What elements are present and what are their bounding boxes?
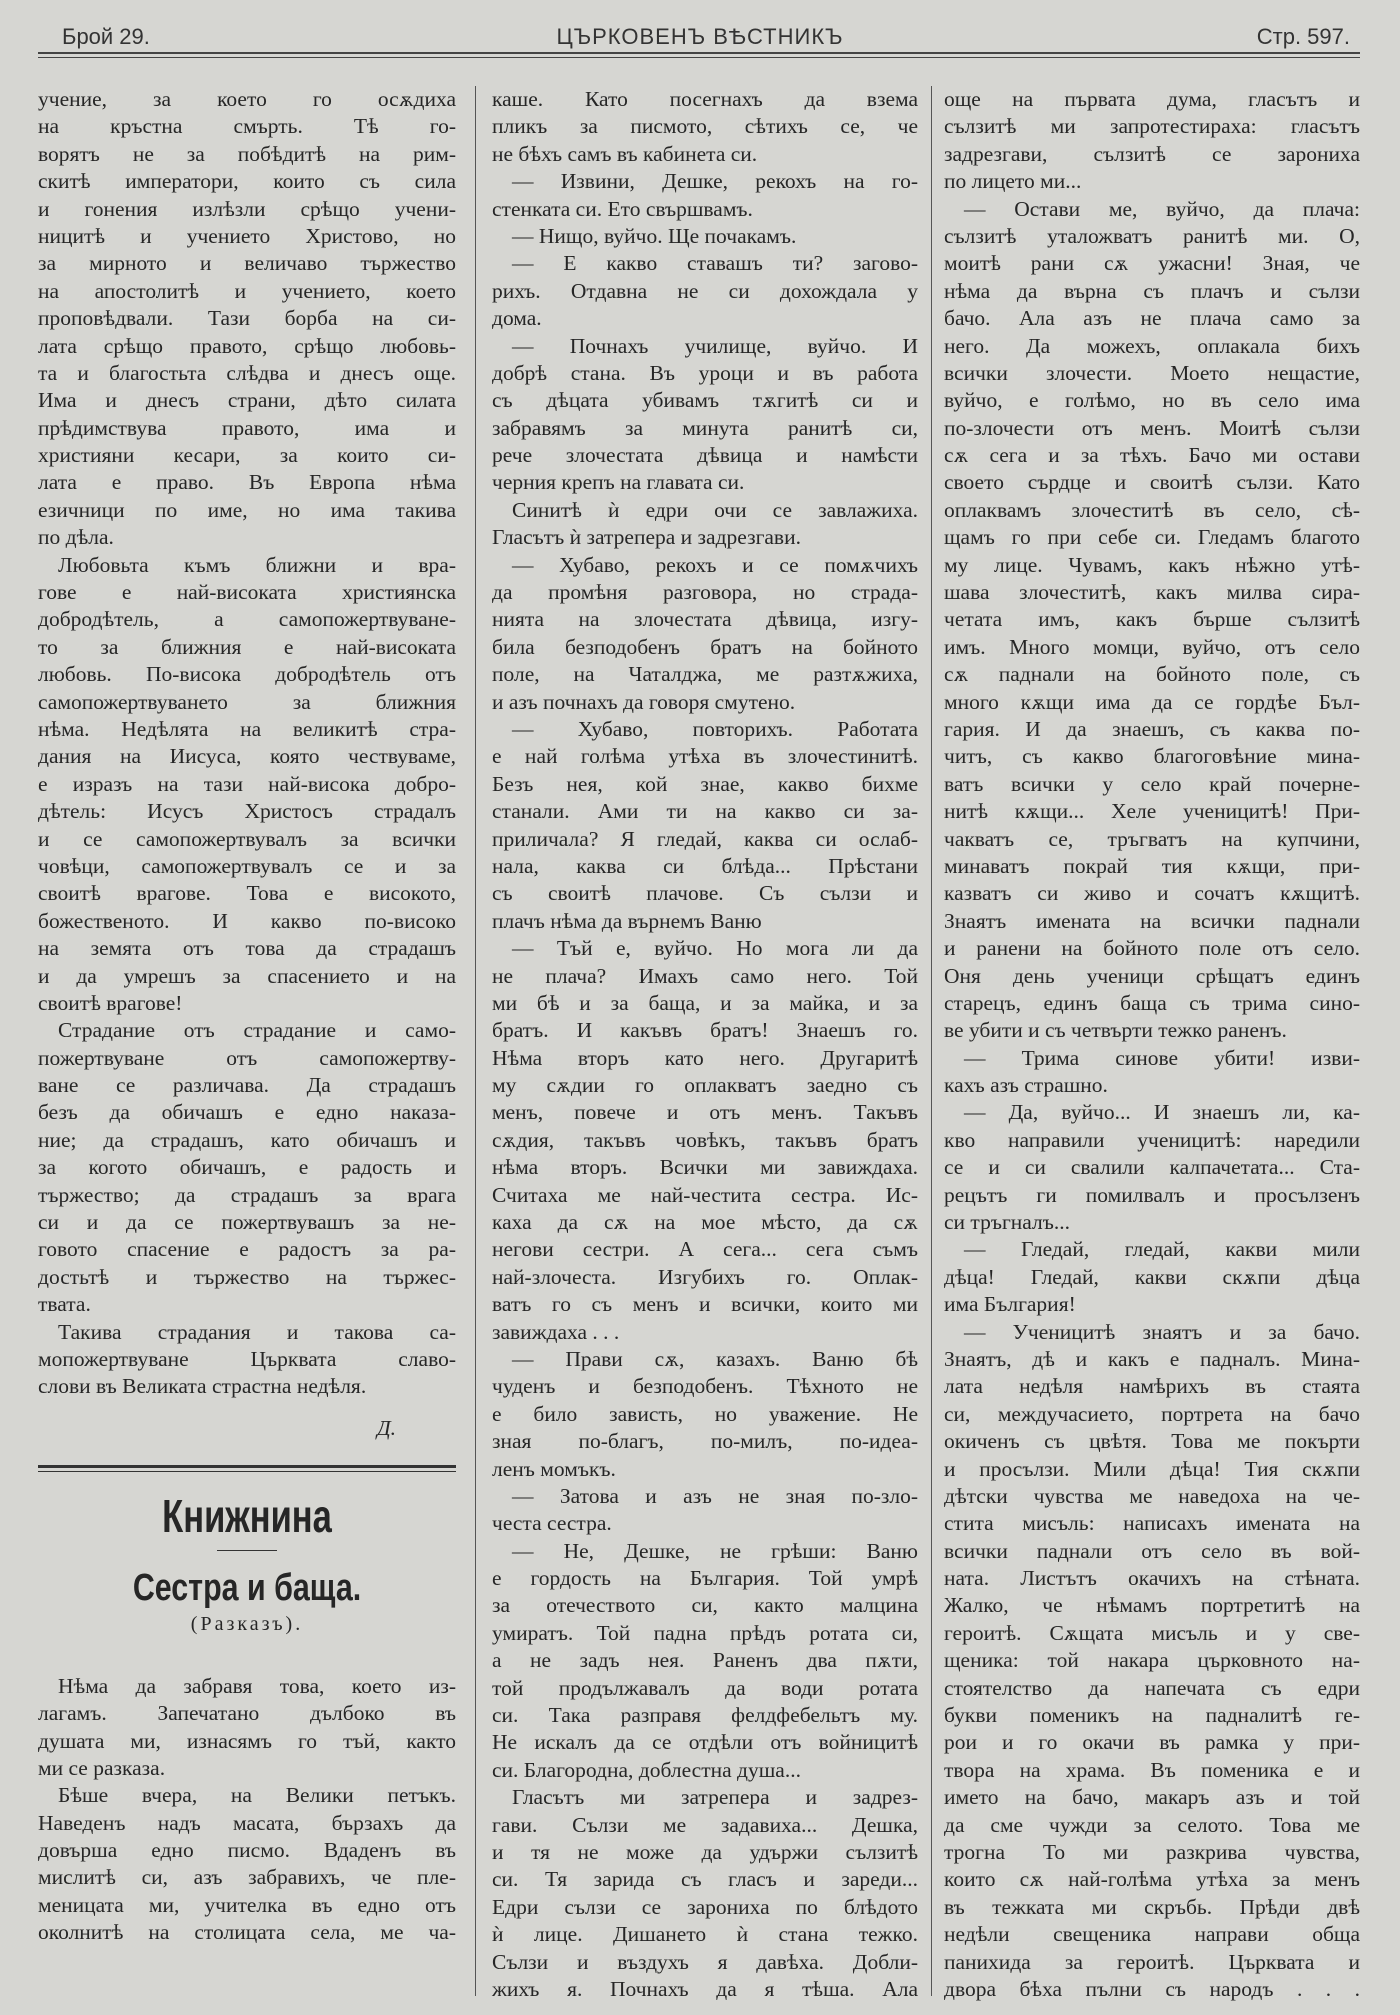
text-line: си и да се пожертвувашъ за не- xyxy=(38,1210,456,1235)
text-line: за мирното и величаво тържество xyxy=(38,251,456,276)
text-line: — Хубаво, рекохъ и се помѫчихъ xyxy=(512,552,918,577)
text-line: жихъ я. Почнахъ да я тѣша. Ала xyxy=(492,1976,918,2001)
paragraph xyxy=(944,1045,1360,1100)
text-line: си. Тя зарида съ гласъ и зареди... xyxy=(492,1867,918,1892)
text-line: двора бѣха пълни съ народъ . . . xyxy=(944,1976,1360,2001)
text-line: ната. Листътъ окачихъ на стѣната. xyxy=(944,1566,1360,1591)
text-line: — Почнахъ училище, вуйчо. И xyxy=(512,333,918,358)
paragraph xyxy=(38,1319,456,1401)
text-line: името на бачо, макаръ азъ и той xyxy=(944,1785,1360,1810)
text-line: е най голѣма утѣха въ злочестинитѣ. xyxy=(492,744,918,769)
paragraph xyxy=(944,86,1360,196)
text-line: сѫ паднали на бойното поле, съ xyxy=(944,662,1360,687)
text-line: ватъ го съ менъ и всички, които ми xyxy=(492,1292,918,1317)
text-line: Наведенъ надъ масата, бързахъ да xyxy=(38,1810,456,1835)
text-line: мислитѣ си, азъ забравихъ, че пле- xyxy=(38,1865,456,1890)
text-line: Такива страдания и такова са- xyxy=(58,1319,456,1344)
text-line: Знаятъ, дѣ и какъ е падналъ. Мина- xyxy=(944,1346,1360,1371)
text-line: — Остави ме, вуйчо, да плача: xyxy=(964,196,1360,221)
text-line: четата имъ, какъ бърше сълзитѣ xyxy=(944,607,1360,632)
text-line: лагамъ. Запечатано дълбоко въ xyxy=(38,1701,456,1726)
text-line: твата. xyxy=(38,1292,91,1317)
text-line: та и благостьта слѣдва и днесъ още. xyxy=(38,360,456,385)
text-line: — Не, Дешке, не грѣши: Ваню xyxy=(512,1538,918,1563)
text-line: то за ближния е най-високата xyxy=(38,634,456,659)
paragraph xyxy=(492,86,918,168)
text-line: си. Така разправя фелдфебельтъ му. xyxy=(492,1703,918,1728)
text-line: съ дѣцата убивамъ тѫгитѣ си и xyxy=(492,388,918,413)
text-line: Оня день ученици срѣщатъ единъ xyxy=(944,963,1360,988)
text-line: за отечеството си, както малцина xyxy=(492,1593,918,1618)
text-line: — Гледай, гледай, какви мили xyxy=(964,1237,1360,1262)
column-1 xyxy=(38,86,456,1947)
text-line: читъ, съ какво благоговѣние мина- xyxy=(944,744,1360,769)
text-line: ницитѣ и учението Христово, но xyxy=(38,223,456,248)
text-line: сѫдия, такъвъ човѣкъ, такъвъ братъ xyxy=(492,1127,918,1152)
text-line: не плача? Имахъ само него. Той xyxy=(492,963,918,988)
paragraph xyxy=(492,1538,918,1785)
text-line: нѣма. Недѣлята на великитѣ стра- xyxy=(38,716,456,741)
text-line: да промѣня разговора, но страда- xyxy=(492,580,918,605)
text-line: оплаквамъ злочеститѣ въ село, сѣ- xyxy=(944,497,1360,522)
text-line: старецъ, единъ баща съ трима сино- xyxy=(944,990,1360,1015)
text-line: трогна То ми разкрива чувства, xyxy=(944,1840,1360,1864)
text-line: завиждаха . . . xyxy=(492,1319,620,1344)
text-line: окиченъ съ цвѣтя. Това ме покърти xyxy=(944,1429,1360,1454)
paragraph xyxy=(492,168,918,223)
text-line: приличала? Я гледай, каква си ослаб- xyxy=(492,826,918,851)
story-title: Сестра и баща. xyxy=(132,1566,362,1609)
text-line: поле, на Чаталджа, ме разтѫжиха, xyxy=(492,662,918,687)
text-line: Едри сълзи се зарониха по блѣдото xyxy=(492,1894,918,1919)
text-line: — Трима синове убити! изви- xyxy=(964,1045,1360,1070)
text-line: бачо. Ала азъ не плача само за xyxy=(944,306,1360,331)
text-line: добрѣ стана. Въ уроци и въ работа xyxy=(492,360,918,385)
text-line: сѫ сега и за тѣхъ. Бачо ми остави xyxy=(944,443,1360,468)
text-line: християни кесари, за които си- xyxy=(38,443,456,468)
text-line: най-злочеста. Изгубихъ го. Оплак- xyxy=(492,1264,918,1289)
paragraph xyxy=(492,223,918,250)
text-line: много кѫщи има да се гордѣе Бъл- xyxy=(944,689,1360,714)
text-line: Знаятъ имената на всички паднали xyxy=(944,908,1360,933)
text-line: тържество; да страдашъ за врага xyxy=(38,1182,456,1207)
paragraph xyxy=(492,333,918,497)
column-2 xyxy=(492,86,918,2003)
text-line: и азъ почнахъ да говоря смутено. xyxy=(492,689,796,714)
text-line: своитѣ врагове. Това е високото, xyxy=(38,881,456,906)
text-line: шава злочеститѣ, какъ милва сира- xyxy=(944,580,1360,605)
newspaper-title: ЦЪРКОВЕНЪ ВѢСТНИКЪ xyxy=(556,24,844,49)
text-line: — Да, вуйчо... И знаешъ ли, ка- xyxy=(964,1100,1360,1125)
text-line: пликъ за писмото, сѣтихъ се, че xyxy=(492,114,918,139)
text-line: умиратъ. Той падна прѣдъ ротата си, xyxy=(492,1620,918,1645)
title-rule xyxy=(217,1550,277,1551)
text-line: честа сестра. xyxy=(492,1511,612,1536)
text-line: довърша едно писмо. Вдаденъ въ xyxy=(38,1838,456,1863)
text-line: лата срѣщо правото, срѣщо любовь- xyxy=(38,333,456,358)
paragraph xyxy=(38,1017,456,1318)
text-line: каше. Като посегнахъ да взема xyxy=(492,87,918,111)
text-line: братъ. И какъвъ братъ! Знаешъ го. xyxy=(492,1018,918,1043)
text-line: кахъ азъ страшно. xyxy=(944,1073,1108,1098)
text-line: които сѫ най-голѣма утѣха за менъ xyxy=(944,1867,1360,1892)
text-line: безъ да обичашъ е едно наказа- xyxy=(38,1100,456,1125)
text-line: твора на храма. Въ поменика е и xyxy=(944,1757,1360,1782)
text-line: Сълзи и въздухъ я давѣха. Добли- xyxy=(492,1949,918,1974)
text-line: щамъ го при себе си. Гледамъ благото xyxy=(944,525,1360,550)
column-divider xyxy=(931,86,932,1996)
text-line: е било зависть, но уважение. Не xyxy=(492,1401,918,1426)
text-line: моитѣ рани сѫ ужасни! Зная, че xyxy=(944,251,1360,276)
text-line: дѣтски чувства ме наведоха на че- xyxy=(944,1483,1360,1508)
text-line: учение, за което го осѫдиха xyxy=(38,87,456,111)
text-line: се и си свалили калпачетата... Ста- xyxy=(944,1155,1360,1180)
text-line: си тръгналъ... xyxy=(944,1210,1070,1235)
text-line: щеника: той накара църковното на- xyxy=(944,1648,1360,1673)
text-line: душата ми, изнасямъ го тъй, както xyxy=(38,1728,456,1753)
text-line: — Тъй е, вуйчо. Но мога ли да xyxy=(512,936,918,961)
text-line: мопожертвуване Църквата славо- xyxy=(38,1346,456,1371)
text-line: а не задъ нея. Раненъ два пѫти, xyxy=(492,1648,918,1673)
text-line: ворятъ не за побѣдитѣ на рим- xyxy=(38,141,456,166)
text-line: всички паднали отъ село въ вой- xyxy=(944,1538,1360,1563)
text-line: героитѣ. Сѫщата мисъль и у све- xyxy=(944,1620,1360,1645)
section-title: Книжнина xyxy=(162,1489,332,1542)
text-line: му сѫдии го оплакватъ заедно съ xyxy=(492,1073,918,1098)
text-line: — Извини, Дешке, рекохъ на го- xyxy=(512,169,918,194)
story-subtitle: (Разказъ). xyxy=(190,1612,304,1635)
text-line: е гордость на България. Той умрѣ xyxy=(492,1566,918,1591)
text-line: чакватъ се, тръгватъ на купчини, xyxy=(944,826,1360,851)
issue-number: Брой 29. xyxy=(62,24,150,49)
text-line: стоятелство да напечата съ едри xyxy=(944,1675,1360,1700)
text-line: прѣдимствува правото, има и xyxy=(38,415,456,440)
paragraph xyxy=(492,935,918,1346)
text-line: каха да сѫ на мое мѣсто, да сѫ xyxy=(492,1210,918,1235)
text-line: Безъ нея, кой знае, какво бихме xyxy=(492,771,918,796)
paragraph xyxy=(492,1346,918,1483)
text-line: сълзитѣ ми запротестираха: гласътъ xyxy=(944,114,1360,139)
text-line: пожертвуване отъ самопожертву- xyxy=(38,1045,456,1070)
paragraph xyxy=(38,1673,456,1783)
text-line: самопожертвуването за ближния xyxy=(38,689,456,714)
text-line: него. Да можехъ, оплакала бихъ xyxy=(944,333,1360,358)
paragraph xyxy=(492,552,918,716)
text-line: и гонения излѣзли срѣщо учени- xyxy=(38,196,456,221)
column-divider xyxy=(475,86,476,1996)
section-rule xyxy=(38,1465,456,1472)
text-line: и просълзи. Мили дѣца! Тия скѫпи xyxy=(944,1456,1360,1481)
text-line: околнитѣ на столицата села, ме ча- xyxy=(38,1920,456,1945)
paragraph xyxy=(944,196,1360,1045)
text-line: черния крепъ на главата си. xyxy=(492,470,745,495)
text-line: минаватъ покрай тия кѫщи, при- xyxy=(944,853,1360,878)
text-line: съ своитѣ плачове. Съ сълзи и xyxy=(492,881,918,906)
text-line: на апостолитѣ и учението, което xyxy=(38,278,456,303)
text-line: ленъ момъкъ. xyxy=(492,1456,616,1481)
text-line: Има и днесъ страни, дѣто силата xyxy=(38,388,456,413)
paragraph xyxy=(492,497,918,552)
text-line: нѣма да върна съ плачъ и сълзи xyxy=(944,278,1360,303)
text-line: да сме чужди за селото. Това ме xyxy=(944,1812,1360,1837)
text-line: своето сърдце и своитѣ сълзи. Като xyxy=(944,470,1360,495)
text-line: плачъ нѣма да върнемъ Ваню xyxy=(492,908,762,933)
text-line: езичници по име, но има такива xyxy=(38,497,456,522)
text-line: чуденъ и безподобенъ. Тѣхното не xyxy=(492,1374,918,1399)
text-line: му лице. Чувамъ, какъ нѣжно утѣ- xyxy=(944,552,1360,577)
paragraph xyxy=(38,86,456,552)
text-line: кво направили ученицитѣ: наредили xyxy=(944,1127,1360,1152)
text-line: не бѣхъ самъ въ кабинета си. xyxy=(492,141,758,166)
paragraph xyxy=(492,1784,918,2003)
text-line: — Прави сѫ, казахъ. Ваню бѣ xyxy=(512,1346,918,1371)
text-line: говото спасение е радостъ за ра- xyxy=(38,1237,456,1262)
text-line: Жалко, че нѣмамъ портретитѣ на xyxy=(944,1593,1360,1618)
text-line: човѣци, самопожертвувалъ се и за xyxy=(38,853,456,878)
text-line: забравямъ за минута ранитѣ си, xyxy=(492,415,918,440)
text-line: скитѣ императори, които съ сила xyxy=(38,169,456,194)
text-line: добродѣтель, а самопожертвуване- xyxy=(38,607,456,632)
text-line: гове е най-високата християнска xyxy=(38,580,456,605)
paragraph xyxy=(492,1483,918,1538)
text-line: казватъ си живо и сочатъ кѫщитѣ. xyxy=(944,881,1360,906)
text-line: нѣма вторъ. Всички ми завиждаха. xyxy=(492,1155,918,1180)
text-line: рои и го окачи въ рамка у при- xyxy=(944,1730,1360,1755)
text-line: е изразъ на тази най-висока добро- xyxy=(38,771,456,796)
text-line: задрезгави, сълзитѣ се зарониха xyxy=(944,141,1360,166)
text-line: рихъ. Отдавна не си дохождала у xyxy=(492,278,918,303)
paragraph xyxy=(944,1319,1360,2004)
text-line: на земята отъ това да страдашъ xyxy=(38,936,456,961)
text-line: недѣли свещеника направи обща xyxy=(944,1922,1360,1947)
text-line: лата е право. Въ Европа нѣма xyxy=(38,470,456,495)
text-line: Страдание отъ страдание и само- xyxy=(58,1018,456,1043)
text-line: дома. xyxy=(492,306,542,331)
text-line: вуйчо, е голѣмо, но въ село има xyxy=(944,388,1360,413)
text-line: сълзитѣ уталожватъ ранитѣ ми. О, xyxy=(944,223,1360,248)
text-line: ми бѣ и за баща, и за майка, и за xyxy=(492,990,918,1015)
text-line: и ранени на бойното поле отъ село. xyxy=(944,936,1360,961)
text-line: слови въ Великата страстна недѣля. xyxy=(38,1374,367,1399)
text-line: нала, каква си блѣда... Прѣстани xyxy=(492,853,918,878)
text-line: по-злочести отъ менъ. Моитѣ сълзи xyxy=(944,415,1360,440)
text-line: рече злочестата дѣвица и намѣсти xyxy=(492,443,918,468)
story-start xyxy=(38,1673,456,1947)
text-line: и да умрешъ за спасението и на xyxy=(38,963,456,988)
text-line: дания на Иисуса, която чествуваме, xyxy=(38,744,456,769)
text-line: ватъ всички у село край почерне- xyxy=(944,771,1360,796)
text-line: за когото обичашъ, е радость и xyxy=(38,1155,456,1180)
page-number: Стр. 597. xyxy=(1256,24,1350,49)
text-line: си. Благородна, доблестна душа... xyxy=(492,1757,801,1782)
text-line: имъ. Много момци, вуйчо, отъ село xyxy=(944,634,1360,659)
text-line: ване се различава. Да страдашъ xyxy=(38,1073,456,1098)
text-line: Не искалъ да се отдѣли отъ войницитѣ xyxy=(492,1730,918,1755)
text-line: и тя не може да удържи сълзитѣ xyxy=(492,1840,918,1864)
header-rule xyxy=(38,52,1360,58)
text-line: нитѣ кѫщи... Хеле ученицитѣ! При- xyxy=(944,799,1360,824)
text-line: нията на злочестата дѣвица, изгу- xyxy=(492,607,918,632)
column-3 xyxy=(944,86,1360,2003)
text-line: достьтѣ и тържество на тържес- xyxy=(38,1264,456,1289)
text-line: си, междучасието, портрета на бачо xyxy=(944,1401,1360,1426)
text-line: божественото. И какво по-високо xyxy=(38,908,456,933)
text-line: Гласътъ ѝ затрепера и задрезгави. xyxy=(492,525,801,550)
text-line: меницата ми, учителка въ едно отъ xyxy=(38,1892,456,1917)
text-line: своитѣ врагове! xyxy=(38,990,183,1015)
text-line: всички злочести. Моето нещастие, xyxy=(944,360,1360,385)
text-line: била безподобенъ братъ на бойното xyxy=(492,634,918,659)
text-line: Считаха ме най-честита сестра. Ис- xyxy=(492,1182,918,1207)
text-line: стенката си. Ето свършвамъ. xyxy=(492,196,753,221)
text-line: Синитѣ ѝ едри очи се завлажиха. xyxy=(512,497,918,522)
text-line: лата недѣля намѣрихъ въ стаята xyxy=(944,1374,1360,1399)
text-line: рецътъ ги помилвалъ и просълзенъ xyxy=(944,1182,1360,1207)
text-line: ве убити и съ четвърти тежко раненъ. xyxy=(944,1018,1287,1043)
text-line: менъ, повече и отъ менъ. Такъвъ xyxy=(492,1100,918,1125)
text-line: той продължавалъ да води ротата xyxy=(492,1675,918,1700)
article-ending xyxy=(38,86,456,1401)
paragraph xyxy=(944,1236,1360,1318)
text-line: Бѣше вчера, на Велики петъкъ. xyxy=(58,1783,456,1808)
text-line: панихида за героитѣ. Църквата и xyxy=(944,1949,1360,1974)
text-line: гави. Сълзи ме задавиха... Дешка, xyxy=(492,1812,918,1837)
text-line: Гласътъ ми затрепера и задрез- xyxy=(512,1785,918,1810)
text-line: букви поменикъ на падналитѣ ге- xyxy=(944,1703,1360,1728)
text-line: ми се разказа. xyxy=(38,1755,166,1780)
text-line: по дѣла. xyxy=(38,525,114,550)
text-line: има България! xyxy=(944,1292,1076,1317)
text-line: негови сестри. А сега... сега съмъ xyxy=(492,1237,918,1262)
text-line: Нѣма вторъ като него. Другаритѣ xyxy=(492,1045,918,1070)
text-line: — Е какво ставашъ ти? загово- xyxy=(512,251,918,276)
text-line: Любовьта къмъ ближни и вра- xyxy=(58,552,456,577)
text-line: зная по-благъ, по-милъ, по-идеа- xyxy=(492,1429,918,1454)
text-line: любовь. По-висока добродѣтель отъ xyxy=(38,662,456,687)
text-line: Нѣма да забравя това, което из- xyxy=(58,1673,456,1698)
text-line: дѣца! Гледай, какви скѫпи дѣца xyxy=(944,1264,1360,1289)
text-line: — Нищо, вуйчо. Ще почакамъ. xyxy=(512,223,797,248)
text-line: по лицето ми... xyxy=(944,169,1082,194)
text-line: ѝ лице. Дишането ѝ стана тежко. xyxy=(492,1922,918,1947)
text-line: и се самопожертвувалъ за всички xyxy=(38,826,456,851)
text-line: проповѣдвали. Тази борба на си- xyxy=(38,306,456,331)
paragraph xyxy=(492,716,918,935)
paragraph xyxy=(944,1099,1360,1236)
text-line: станали. Ами ти на какво си за- xyxy=(492,799,918,824)
text-line: стита мисъль: написахъ имената на xyxy=(944,1511,1360,1536)
text-line: гария. И да знаешъ, съ каква по- xyxy=(944,716,1360,741)
text-line: — Затова и азъ не зная по-зло- xyxy=(512,1483,918,1508)
text-line: на кръстна смърть. Тѣ го- xyxy=(38,114,456,139)
text-line: въ тежката ми скръбь. Прѣди двѣ xyxy=(944,1894,1360,1919)
text-line: още на първата дума, гласътъ и xyxy=(944,87,1360,111)
paragraph xyxy=(38,1782,456,1946)
text-line: дѣтель: Исусъ Христосъ страдалъ xyxy=(38,799,456,824)
text-line: — Ученицитѣ знаятъ и за бачо. xyxy=(964,1319,1360,1344)
paragraph xyxy=(38,552,456,1018)
text-line: ние; да страдашъ, като обичашъ и xyxy=(38,1127,456,1152)
signature: Д. xyxy=(376,1415,396,1440)
text-line: — Хубаво, повторихъ. Работата xyxy=(512,716,918,741)
paragraph xyxy=(492,250,918,332)
